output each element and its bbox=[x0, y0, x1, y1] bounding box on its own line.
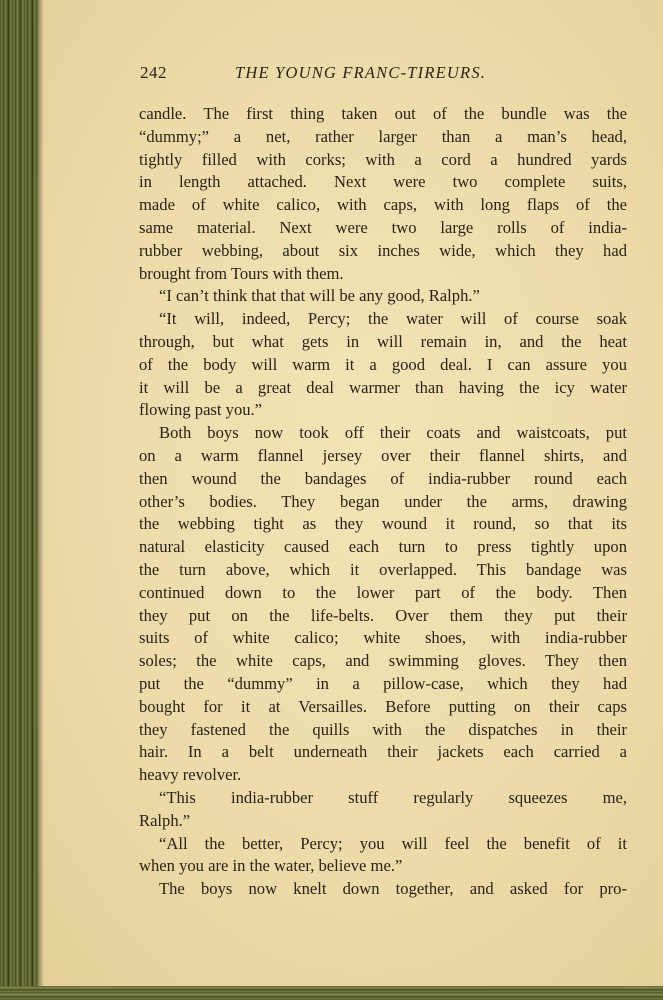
page-number: 242 bbox=[140, 63, 167, 82]
book-binding bbox=[0, 0, 38, 1000]
text-line: put the “dummy” in a pillow-case, which they had bbox=[139, 673, 627, 693]
bottom-binding-strip bbox=[0, 986, 663, 1000]
body-text bbox=[139, 103, 627, 901]
text-line: “It will, indeed, Percy; the water will of course soak bbox=[159, 309, 627, 329]
page-header bbox=[140, 63, 626, 87]
text-line: Ralph.” bbox=[139, 810, 191, 830]
text-line: heavy revolver. bbox=[139, 765, 242, 785]
text-line: “dummy;” a net, rather larger than a man’s head, bbox=[139, 126, 627, 146]
text-line: in length attached. Next were two complete suits, bbox=[139, 172, 627, 192]
text-line: suits of white calico; white shoes, with india-rubber bbox=[139, 628, 627, 648]
text-line: when you are in the water, believe me.” bbox=[139, 856, 403, 876]
text-line: natural elasticity caused each turn to press tightly upon bbox=[139, 537, 627, 557]
text-line: they put on the life-belts. Over them they put their bbox=[139, 605, 627, 625]
running-title: THE YOUNG FRANC-TIREURS. bbox=[235, 63, 487, 82]
text-line: same material. Next were two large rolls of india- bbox=[139, 217, 627, 237]
text-line: they fastened the quills with the dispatches in their bbox=[139, 719, 627, 739]
text-line: soles; the white caps, and swimming gloves. They then bbox=[139, 651, 627, 671]
text-line: the turn above, which it overlapped. This bandage was bbox=[139, 559, 627, 579]
text-line: hair. In a belt underneath their jackets each carried a bbox=[139, 742, 627, 762]
text-line: on a warm flannel jersey over their flannel shirts, and bbox=[139, 445, 627, 465]
text-line: “All the better, Percy; you will feel the benefit of it bbox=[159, 833, 627, 853]
text-line: the webbing tight as they wound it round, so that its bbox=[139, 514, 627, 534]
text-line: brought from Tours with them. bbox=[139, 263, 344, 283]
text-line: bought for it at Versailles. Before putting on their caps bbox=[139, 696, 627, 716]
text-line: tightly filled with corks; with a cord a hundred yards bbox=[139, 149, 627, 169]
text-line: candle. The first thing taken out of the bundle was the bbox=[139, 104, 627, 123]
text-line: it will be a great deal warmer than having the icy water bbox=[139, 377, 627, 397]
text-line: continued down to the lower part of the body. Then bbox=[139, 582, 627, 602]
text-line: flowing past you.” bbox=[139, 400, 263, 420]
text-line: “This india-rubber stuff regularly squeezes me, bbox=[159, 787, 627, 807]
text-line: of the body will warm it a good deal. I can assure you bbox=[139, 354, 627, 374]
text-line: rubber webbing, about six inches wide, which they had bbox=[139, 240, 627, 260]
text-line: The boys now knelt down together, and asked for pro- bbox=[159, 879, 627, 899]
text-line: through, but what gets in will remain in, and the heat bbox=[139, 331, 627, 351]
text-line: then wound the bandages of india-rubber round each bbox=[139, 468, 627, 488]
text-line: made of white calico, with caps, with long flaps of the bbox=[139, 195, 627, 215]
text-line: “I can’t think that that will be any good, Ralph.” bbox=[159, 286, 480, 306]
text-line: Both boys now took off their coats and waistcoats, put bbox=[159, 423, 627, 443]
text-line: other’s bodies. They began under the arms, drawing bbox=[139, 491, 627, 511]
